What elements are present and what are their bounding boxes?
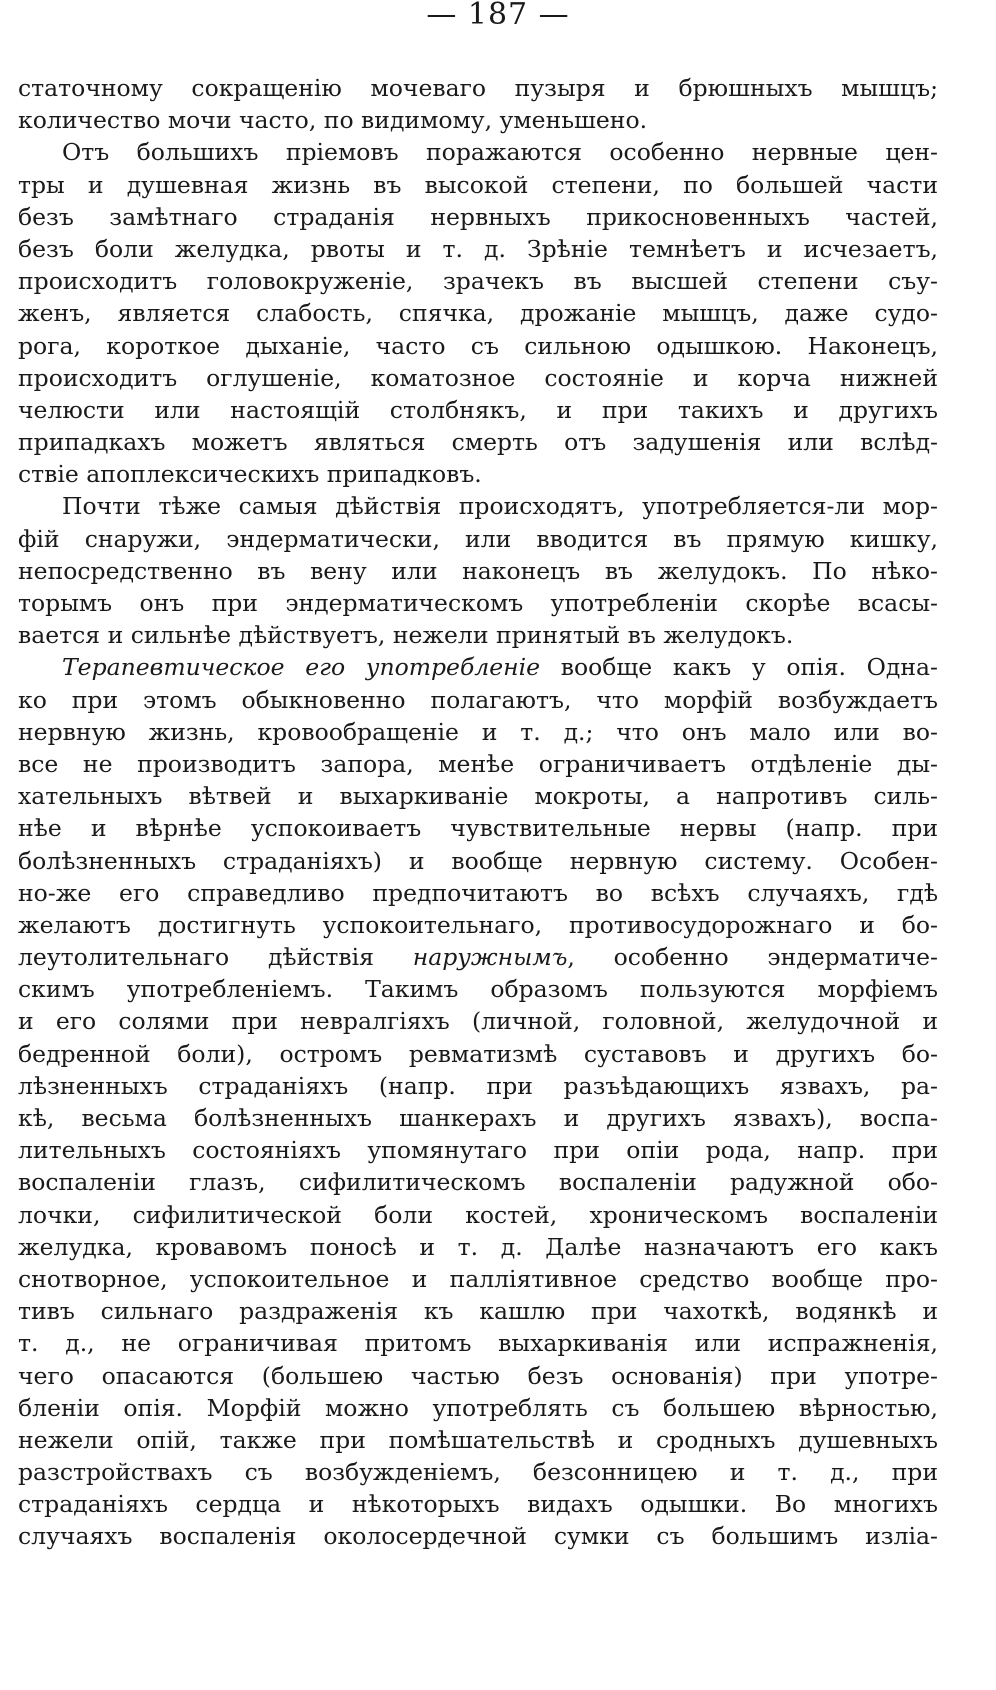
text-line	[18, 973, 938, 1005]
text-line	[18, 555, 938, 587]
text-segment: нѣе и вѣрнѣе успокоиваетъ чувствительные нервы (напр. при	[18, 814, 938, 843]
text-segment: тры и душевная жизнь въ высокой степени, по большей части	[18, 170, 938, 199]
text-line	[18, 1199, 938, 1231]
text-line	[18, 233, 938, 265]
text-line	[18, 1005, 938, 1037]
text-segment: чего опасаются (большею частью безъ основанія) при употре-	[18, 1361, 938, 1390]
text-segment: непосредственно въ вену или наконецъ въ желудокъ. По нѣко-	[18, 556, 938, 585]
text-line	[18, 201, 938, 233]
text-line	[18, 1102, 938, 1134]
text-line	[18, 1520, 938, 1552]
italic-text: Терапевтическое его употребленіе	[62, 653, 541, 682]
text-segment: хательныхъ вѣтвей и выхаркиваніе мокроты, а напротивъ силь-	[18, 782, 938, 811]
text-segment: женъ, является слабость, спячка, дрожаніе мышцъ, даже судо-	[18, 299, 938, 328]
text-segment: , особенно эндерматиче-	[567, 943, 938, 972]
text-line	[18, 523, 938, 555]
text-line	[18, 909, 938, 941]
text-segment: желудка, кровавомъ поносѣ и т. д. Далѣе назначаютъ его какъ	[18, 1232, 938, 1261]
text-segment: бленіи опія. Морфій можно употреблять съ большею вѣрностью,	[18, 1393, 938, 1422]
text-segment: торымъ онъ при эндерматическомъ употребленіи скорѣе всасы-	[18, 589, 938, 617]
text-line	[18, 1295, 938, 1327]
text-segment: воспаленіи глазъ, сифилитическомъ воспаленіи радужной обо-	[18, 1168, 938, 1197]
text-line	[18, 1424, 938, 1456]
text-segment: лительныхъ состояніяхъ упомянутаго при опіи рода, напр. при	[18, 1136, 938, 1165]
text-segment: статочному сокращенію мочеваго пузыря и брюшныхъ мышцъ;	[18, 74, 938, 102]
text-line	[18, 1392, 938, 1424]
text-line	[18, 1360, 938, 1392]
text-segment: болѣзненныхъ страданіяхъ) и вообще нервную систему. Особен-	[18, 846, 938, 875]
text-segment: Почти тѣже самыя дѣйствія происходятъ, употребляется-ли мор-	[62, 492, 938, 521]
text-line	[18, 587, 938, 619]
text-segment: вообще какъ у опія. Одна-	[540, 653, 938, 682]
text-line	[18, 941, 938, 973]
text-line	[18, 330, 938, 362]
page-number: — 187 —	[426, 0, 570, 32]
text-segment: челюсти или настоящій столбнякъ, и при такихъ и другихъ	[18, 395, 938, 424]
text-line	[18, 362, 938, 394]
text-line	[18, 1038, 938, 1070]
text-segment: безъ замѣтнаго страданія нервныхъ прикосновенныхъ частей,	[18, 202, 938, 231]
text-line	[18, 104, 938, 136]
text-segment: желаютъ достигнуть успокоительнаго, противосудорожнаго и бо-	[18, 910, 938, 939]
text-segment: происходитъ оглушеніе, коматозное состояніе и корча нижней	[18, 363, 938, 392]
text-line	[18, 845, 938, 877]
text-segment: бедренной боли), остромъ ревматизмѣ суставовъ и другихъ бо-	[18, 1039, 938, 1068]
text-segment: ствіе апоплексическихъ припадковъ.	[18, 460, 482, 489]
text-line	[18, 1070, 938, 1102]
text-segment: и его солями при невралгіяхъ (личной, головной, желудочной и	[18, 1007, 938, 1036]
text-segment: рога, короткое дыханіе, часто съ сильною одышкою. Наконецъ,	[18, 331, 938, 360]
text-line	[18, 1231, 938, 1263]
text-segment: лѣзненныхъ страданіяхъ (напр. при разъѣдающихъ язвахъ, ра-	[18, 1071, 938, 1100]
text-line	[18, 490, 938, 522]
text-line	[18, 1263, 938, 1295]
body-text	[18, 72, 938, 1553]
text-line	[18, 72, 938, 104]
text-line	[18, 1134, 938, 1166]
text-segment: страданіяхъ сердца и нѣкоторыхъ видахъ одышки. Во многихъ	[18, 1490, 938, 1519]
text-segment: нежели опій, также при помѣшательствѣ и сродныхъ душевныхъ	[18, 1425, 938, 1454]
text-line	[18, 812, 938, 844]
text-line	[18, 458, 938, 490]
text-line	[18, 297, 938, 329]
text-line	[18, 1327, 938, 1359]
text-segment: происходитъ головокруженіе, зрачекъ въ высшей степени съу-	[18, 267, 938, 296]
text-segment: тивъ сильнаго раздраженія къ кашлю при чахоткѣ, водянкѣ и	[18, 1297, 938, 1326]
text-segment: вается и сильнѣе дѣйствуетъ, нежели принятый въ желудокъ.	[18, 621, 794, 650]
text-line	[18, 394, 938, 426]
text-line	[18, 716, 938, 748]
text-segment: случаяхъ воспаленія околосердечной сумки съ большимъ изліа-	[18, 1522, 938, 1551]
text-line	[18, 619, 938, 651]
text-line	[18, 684, 938, 716]
text-line	[18, 426, 938, 458]
text-segment: нервную жизнь, кровообращеніе и т. д.; что онъ мало или во-	[18, 717, 938, 746]
text-segment: скимъ употребленіемъ. Такимъ образомъ пользуются морфіемъ	[18, 975, 938, 1004]
text-line	[18, 136, 938, 168]
text-segment: припадкахъ можетъ являться смерть отъ задушенія или вслѣд-	[18, 428, 938, 457]
text-segment: разстройствахъ съ возбужденіемъ, безсонницею и т. д., при	[18, 1458, 938, 1487]
text-line	[18, 651, 938, 683]
text-segment: Отъ большихъ пріемовъ поражаются особенно нервные цен-	[62, 138, 938, 167]
text-segment: количество мочи часто, по видимому, уменьшено.	[18, 106, 648, 135]
text-line	[18, 169, 938, 201]
text-segment: лочки, сифилитической боли костей, хроническомъ воспаленіи	[18, 1200, 938, 1229]
text-segment: но-же его справедливо предпочитаютъ во всѣхъ случаяхъ, гдѣ	[18, 878, 938, 907]
text-line	[18, 1166, 938, 1198]
text-line	[18, 780, 938, 812]
text-line	[18, 1488, 938, 1520]
text-line	[18, 748, 938, 780]
text-segment: все не производитъ запора, менѣе ограничиваетъ отдѣленіе ды-	[18, 749, 938, 778]
text-segment: фій снаружи, эндерматически, или вводится въ прямую кишку,	[18, 524, 938, 553]
text-line	[18, 877, 938, 909]
text-line	[18, 265, 938, 297]
text-segment: ко при этомъ обыкновенно полагаютъ, что морфій возбуждаетъ	[18, 685, 938, 714]
text-segment: т. д., не ограничивая притомъ выхаркиванія или испражненія,	[18, 1329, 938, 1358]
text-line	[18, 1456, 938, 1488]
text-segment: безъ боли желудка, рвоты и т. д. Зрѣніе темнѣетъ и исчезаетъ,	[18, 234, 938, 263]
text-segment: леутолительнаго дѣйствія	[18, 943, 413, 972]
italic-text: наружнымъ	[412, 943, 568, 972]
text-segment: кѣ, весьма болѣзненныхъ шанкерахъ и другихъ язвахъ), воспа-	[18, 1104, 938, 1132]
text-segment: снотворное, успокоительное и палліятивное средство вообще про-	[18, 1264, 938, 1293]
